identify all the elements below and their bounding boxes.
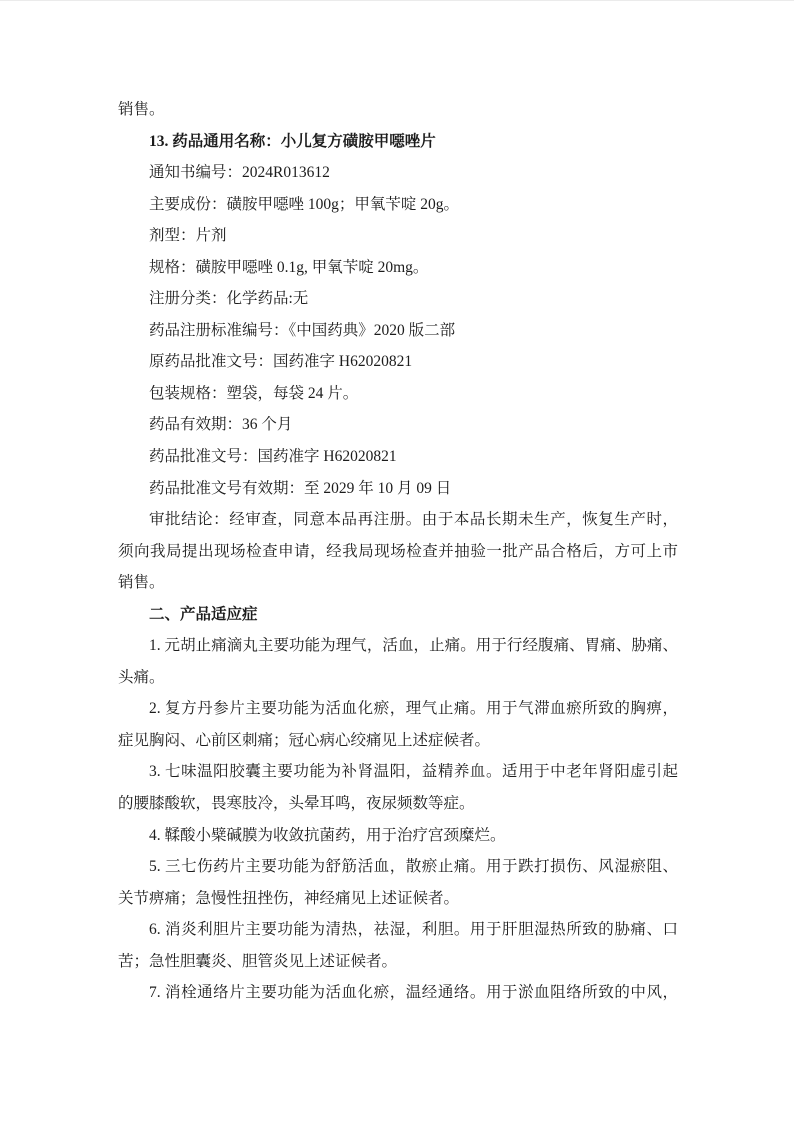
document-line: 2. 复方丹参片主要功能为活血化瘀，理气止痛。用于气滞血瘀所致的胸痹， [149,700,678,718]
document-line: 头痛。 [118,668,165,686]
document-line: 症见胸闷、心前区刺痛；冠心病心绞痛见上述症候者。 [118,731,491,749]
document-line: 5. 三七伤药片主要功能为舒筋活血，散瘀止痛。用于跌打损伤、风湿瘀阻、 [149,858,678,876]
document-line: 药品注册标准编号：《中国药典》2020 版二部 [149,321,456,339]
document-line: 主要成份：磺胺甲噁唑 100g；甲氧苄啶 20g。 [149,195,460,213]
document-line: 1. 元胡止痛滴丸主要功能为理气，活血，止痛。用于行经腹痛、胃痛、胁痛、 [149,637,678,655]
document-line: 销售。 [118,101,165,118]
document-line: 13. 药品通用名称：小儿复方磺胺甲噁唑片 [149,132,436,150]
page-top-edge [0,0,794,1]
document-line: 4. 鞣酸小檗碱膜为收敛抗菌药，用于治疗宫颈糜烂。 [149,826,506,844]
document-line: 关节痹痛；急慢性扭挫伤，神经痛见上述证候者。 [118,889,460,907]
document-line: 原药品批准文号：国药准字 H62020821 [149,353,413,371]
document-line: 的腰膝酸软，畏寒肢冷，头晕耳鸣，夜尿频数等症。 [118,795,475,813]
document-line: 包装规格：塑袋，每袋 24 片。 [149,384,359,402]
document-line: 须向我局提出现场检查申请，经我局现场检查并抽验一批产品合格后，方可上市 [118,542,678,560]
document-line: 注册分类：化学药品:无 [149,290,309,308]
document-content [118,94,678,1009]
document-line: 销售。 [118,574,165,592]
document-line: 剂型：片剂 [149,227,227,245]
document-line: 药品批准文号：国药准字 H62020821 [149,448,397,466]
document-line: 药品有效期：36 个月 [149,416,293,434]
document-line: 7. 消栓通络片主要功能为活血化瘀，温经通络。用于淤血阻络所致的中风， [149,984,678,1002]
document-line: 审批结论：经审查，同意本品再注册。由于本品长期未生产，恢复生产时， [149,511,678,529]
document-line: 通知书编号：2024R013612 [149,164,330,182]
document-line: 3. 七味温阳胶囊主要功能为补肾温阳，益精养血。适用于中老年肾阳虚引起 [149,763,678,781]
document-line: 苦；急性胆囊炎、胆管炎见上述证候者。 [118,952,398,970]
document-line: 规格：磺胺甲噁唑 0.1g, 甲氧苄啶 20mg。 [149,258,429,276]
document-line: 药品批准文号有效期：至 2029 年 10 月 09 日 [149,479,452,497]
document-line: 6. 消炎利胆片主要功能为清热，祛湿，利胆。用于肝胆湿热所致的胁痛、口 [149,921,678,939]
document-line: 二、产品适应症 [149,605,258,623]
